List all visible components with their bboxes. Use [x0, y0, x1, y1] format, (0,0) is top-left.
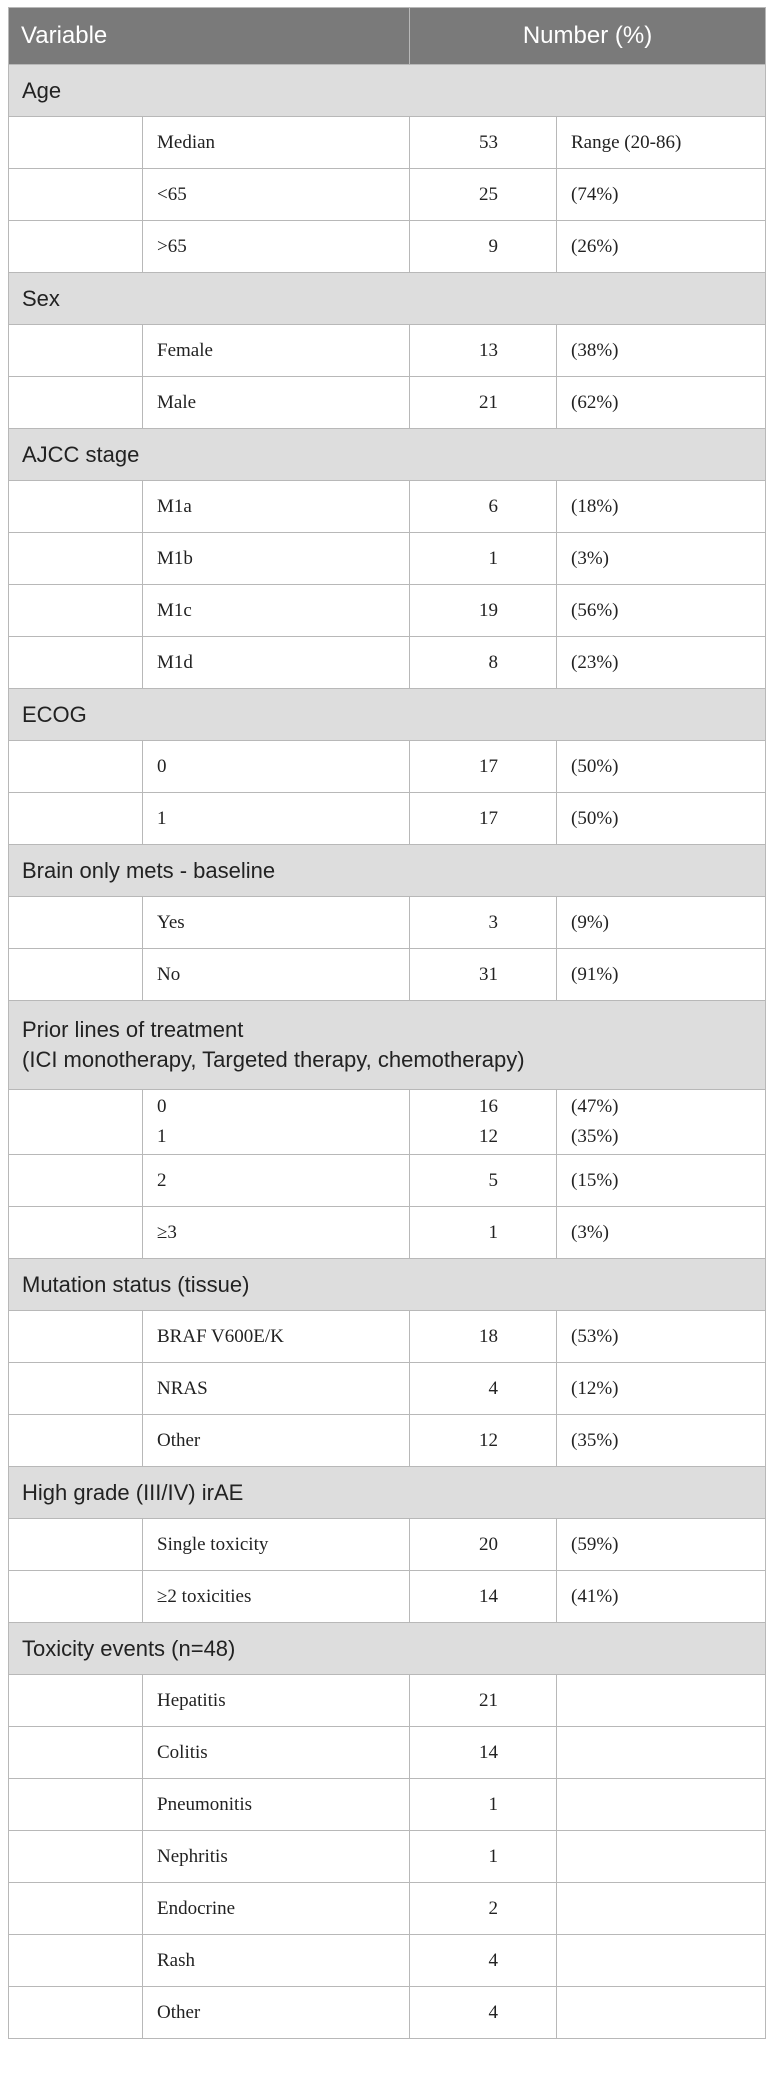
section-title: [9, 689, 766, 741]
row-percent: (62%): [557, 377, 766, 429]
header-variable: Variable: [9, 8, 410, 65]
indent-cell: [9, 1571, 143, 1623]
row-label: Yes: [143, 897, 410, 949]
row-label: <65: [143, 169, 410, 221]
row-number: 6: [410, 481, 557, 533]
table-row: [9, 585, 766, 637]
indent-cell: [9, 1831, 143, 1883]
row-label: Pneumonitis: [143, 1779, 410, 1831]
indent-cell: [9, 1415, 143, 1467]
row-percent: [557, 1987, 766, 2039]
indent-cell: [9, 793, 143, 845]
row-number: 4: [410, 1987, 557, 2039]
row-number: 5: [410, 1155, 557, 1207]
row-label: No: [143, 949, 410, 1001]
table-row: [9, 637, 766, 689]
section-title: [9, 1467, 766, 1519]
indent-cell: [9, 1883, 143, 1935]
table-row: [9, 1519, 766, 1571]
row-percent: (56%): [557, 585, 766, 637]
section-title: [9, 273, 766, 325]
row-percent: (15%): [557, 1155, 766, 1207]
row-percent: (26%): [557, 221, 766, 273]
table-row: [9, 1727, 766, 1779]
cell-line: 16: [479, 1096, 498, 1117]
section-header-row: [9, 689, 766, 741]
table-row: [9, 377, 766, 429]
row-number: 14: [410, 1727, 557, 1779]
indent-cell: [9, 169, 143, 221]
row-number: 19: [410, 585, 557, 637]
section-title-text: Brain only mets - baseline: [22, 857, 276, 883]
row-number: 1: [410, 533, 557, 585]
row-number: 31: [410, 949, 557, 1001]
section-header-row: [9, 273, 766, 325]
indent-cell: [9, 1935, 143, 1987]
indent-cell: [9, 117, 143, 169]
row-number: 9: [410, 221, 557, 273]
table-row: [9, 1090, 766, 1155]
row-number: 18: [410, 1311, 557, 1363]
indent-cell: [9, 1207, 143, 1259]
row-number: 1: [410, 1831, 557, 1883]
row-percent: (50%): [557, 793, 766, 845]
cell-line: 0: [157, 1096, 167, 1117]
section-title: [9, 1001, 766, 1090]
indent-cell: [9, 1519, 143, 1571]
indent-cell: [9, 325, 143, 377]
row-percent: (59%): [557, 1519, 766, 1571]
row-percent: (18%): [557, 481, 766, 533]
row-number: 17: [410, 793, 557, 845]
row-number: [410, 1090, 557, 1155]
section-title-text: Sex: [22, 285, 60, 311]
row-percent: (41%): [557, 1571, 766, 1623]
table-row: [9, 1571, 766, 1623]
indent-cell: [9, 1779, 143, 1831]
indent-cell: [9, 1675, 143, 1727]
row-percent: [557, 1090, 766, 1155]
table-row: [9, 117, 766, 169]
row-percent: (38%): [557, 325, 766, 377]
section-header-row: [9, 429, 766, 481]
section-header-row: [9, 1259, 766, 1311]
table-row: [9, 1883, 766, 1935]
table-row: [9, 1935, 766, 1987]
row-percent: (23%): [557, 637, 766, 689]
table-row: [9, 1363, 766, 1415]
row-label: NRAS: [143, 1363, 410, 1415]
row-percent: (3%): [557, 1207, 766, 1259]
characteristics-table-container: [8, 7, 765, 2039]
table-row: [9, 169, 766, 221]
indent-cell: [9, 1155, 143, 1207]
table-row: [9, 1207, 766, 1259]
row-label: ≥2 toxicities: [143, 1571, 410, 1623]
row-label: [143, 1090, 410, 1155]
cell-line: 12: [479, 1126, 498, 1147]
row-percent: (3%): [557, 533, 766, 585]
row-percent: (50%): [557, 741, 766, 793]
section-header-row: [9, 1623, 766, 1675]
table-row: [9, 1675, 766, 1727]
table-row: [9, 481, 766, 533]
indent-cell: [9, 221, 143, 273]
row-label: Other: [143, 1987, 410, 2039]
indent-cell: [9, 1727, 143, 1779]
table-row: [9, 1987, 766, 2039]
cell-line: (47%): [571, 1096, 619, 1117]
indent-cell: [9, 1311, 143, 1363]
row-number: 53: [410, 117, 557, 169]
row-number: 20: [410, 1519, 557, 1571]
section-subtitle-text: (ICI monotherapy, Targeted therapy, chemotherapy): [22, 1047, 525, 1072]
row-label: Male: [143, 377, 410, 429]
row-percent: [557, 1727, 766, 1779]
table-row: [9, 1779, 766, 1831]
row-label: Female: [143, 325, 410, 377]
section-title-text: High grade (III/IV) irAE: [22, 1479, 244, 1505]
row-number: 1: [410, 1779, 557, 1831]
row-percent: (91%): [557, 949, 766, 1001]
row-percent: [557, 1675, 766, 1727]
row-label: 0: [143, 741, 410, 793]
row-label: BRAF V600E/K: [143, 1311, 410, 1363]
indent-cell: [9, 949, 143, 1001]
row-label: Endocrine: [143, 1883, 410, 1935]
row-number: 21: [410, 1675, 557, 1727]
table-body: [9, 65, 766, 2039]
row-number: 17: [410, 741, 557, 793]
row-percent: (35%): [557, 1415, 766, 1467]
indent-cell: [9, 1090, 143, 1155]
row-percent: [557, 1883, 766, 1935]
table-row: [9, 1155, 766, 1207]
row-percent: [557, 1935, 766, 1987]
row-percent: (74%): [557, 169, 766, 221]
row-number: 4: [410, 1363, 557, 1415]
table-row: [9, 1831, 766, 1883]
section-title-text: ECOG: [22, 701, 87, 727]
row-label: 2: [143, 1155, 410, 1207]
table-header-row: [9, 8, 766, 65]
header-number: Number (%): [410, 8, 766, 65]
row-number: 2: [410, 1883, 557, 1935]
row-label: ≥3: [143, 1207, 410, 1259]
row-percent: [557, 1779, 766, 1831]
row-label: Other: [143, 1415, 410, 1467]
section-title: [9, 1259, 766, 1311]
row-number: 3: [410, 897, 557, 949]
row-number: 13: [410, 325, 557, 377]
indent-cell: [9, 481, 143, 533]
row-label: Nephritis: [143, 1831, 410, 1883]
table-row: [9, 1415, 766, 1467]
indent-cell: [9, 897, 143, 949]
section-title-text: Age: [22, 77, 62, 103]
row-number: 21: [410, 377, 557, 429]
row-number: 8: [410, 637, 557, 689]
row-percent: (12%): [557, 1363, 766, 1415]
indent-cell: [9, 377, 143, 429]
row-label: Hepatitis: [143, 1675, 410, 1727]
cell-line: (35%): [571, 1126, 619, 1147]
indent-cell: [9, 1987, 143, 2039]
row-percent: [557, 1831, 766, 1883]
row-percent: Range (20-86): [557, 117, 766, 169]
section-title-text: Prior lines of treatment: [22, 1017, 244, 1042]
table-row: [9, 533, 766, 585]
section-title-text: AJCC stage: [22, 441, 140, 467]
table-row: [9, 221, 766, 273]
row-label: Median: [143, 117, 410, 169]
section-title: [9, 1623, 766, 1675]
section-title-text: Mutation status (tissue): [22, 1271, 250, 1297]
row-number: 4: [410, 1935, 557, 1987]
row-label: M1d: [143, 637, 410, 689]
indent-cell: [9, 533, 143, 585]
indent-cell: [9, 637, 143, 689]
row-label: 1: [143, 793, 410, 845]
section-title: [9, 65, 766, 117]
table-row: [9, 897, 766, 949]
row-number: 12: [410, 1415, 557, 1467]
patient-characteristics-table: [8, 7, 766, 2039]
row-percent: (53%): [557, 1311, 766, 1363]
row-label: >65: [143, 221, 410, 273]
row-label: Colitis: [143, 1727, 410, 1779]
row-label: Single toxicity: [143, 1519, 410, 1571]
section-title-text: Toxicity events (n=48): [22, 1635, 236, 1661]
row-label: M1b: [143, 533, 410, 585]
section-header-row: [9, 1467, 766, 1519]
row-percent: (9%): [557, 897, 766, 949]
row-label: Rash: [143, 1935, 410, 1987]
indent-cell: [9, 741, 143, 793]
row-number: 14: [410, 1571, 557, 1623]
indent-cell: [9, 1363, 143, 1415]
table-row: [9, 949, 766, 1001]
table-row: [9, 325, 766, 377]
row-number: 1: [410, 1207, 557, 1259]
row-label: M1a: [143, 481, 410, 533]
table-row: [9, 793, 766, 845]
cell-line: 1: [157, 1126, 167, 1147]
table-row: [9, 1311, 766, 1363]
row-number: 25: [410, 169, 557, 221]
section-header-row: [9, 845, 766, 897]
indent-cell: [9, 585, 143, 637]
table-row: [9, 741, 766, 793]
section-header-row: [9, 1001, 766, 1090]
section-header-row: [9, 65, 766, 117]
section-title: [9, 429, 766, 481]
row-label: M1c: [143, 585, 410, 637]
section-title: [9, 845, 766, 897]
